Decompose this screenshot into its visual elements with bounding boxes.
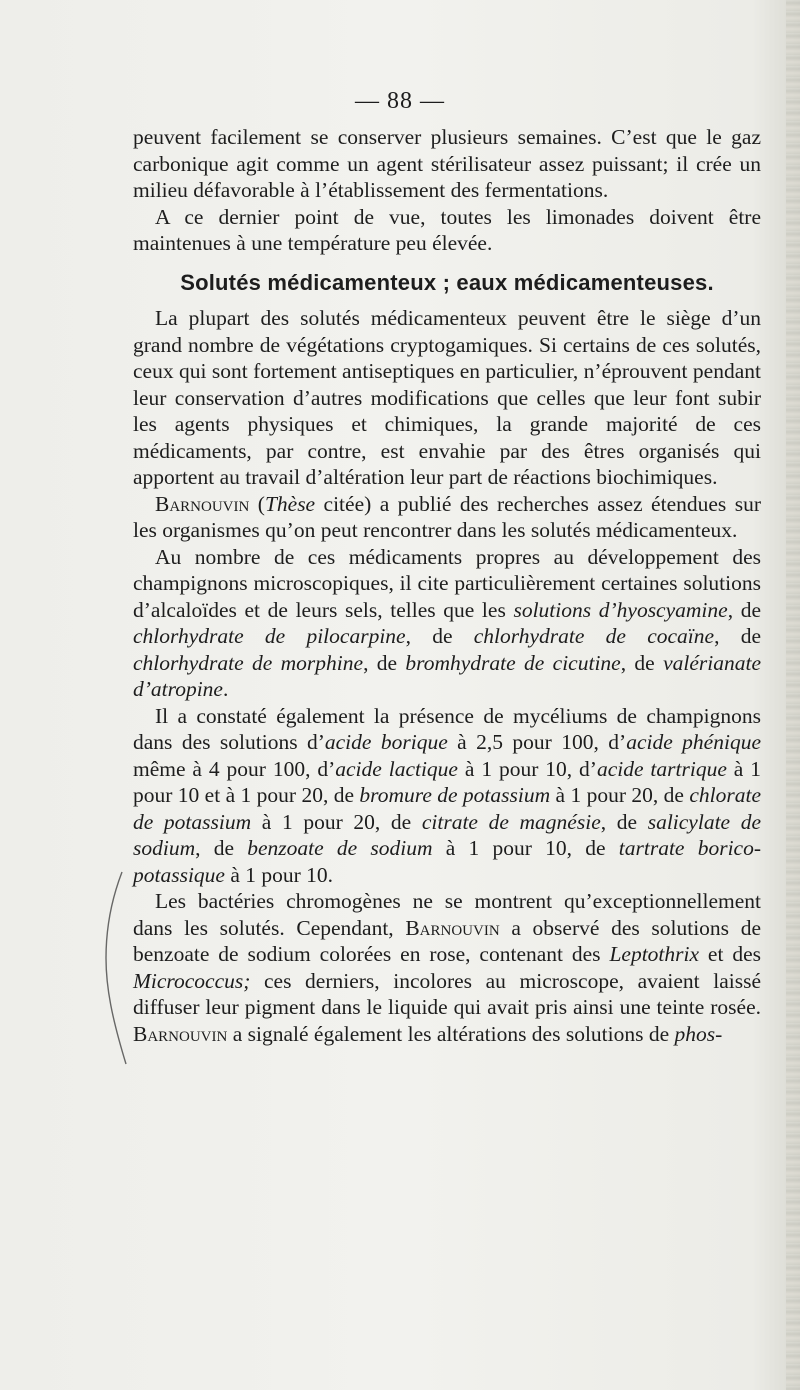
italic-term: salicylate de sodium	[133, 809, 762, 860]
text-run: , de	[620, 650, 664, 675]
margin-pencil-mark	[100, 868, 140, 1068]
text-run: à 1 pour 20, de	[251, 809, 422, 834]
italic-term: chlorhydrate de cocaïne	[473, 624, 715, 648]
text-run: , de	[195, 836, 248, 860]
text-run: à 1 pour 20, de	[550, 783, 690, 807]
italic-term: Micrococcus;	[133, 968, 251, 993]
author-name: Barnouvin	[133, 1021, 228, 1046]
text-run: à 2,5 pour 100, d’	[447, 730, 627, 754]
paragraph-solutes: La plupart des solutés médicamenteux peuvent être le siège d’un grand nombre de végétations cryptogamiques. Si certains de ces solutés, ceux qui sont fortement antiseptiques en particulier, n’éprouvent pendant leur conservation d’autres modifications que celles que leur font subir les agents physiques et chimiques, la grande majorité de ces médicaments, par contre, est envahie par des êtres organisés qui apportent au travail d’altération leur part de réactions biochimiques.	[133, 306, 761, 489]
text-run: Les bactéries chromogènes ne se montrent qu’exceptionnellement dans les solutés. Cependant,	[133, 889, 761, 940]
text-run: , de	[600, 809, 648, 834]
italic-term: chlorate de potassium	[133, 783, 761, 834]
italic-term: acide lactique	[335, 756, 458, 781]
text-run: , de	[363, 650, 406, 675]
page-edge	[786, 0, 800, 1390]
italic-term: tartrate borico-potassique	[133, 836, 761, 887]
italic-term: acide borique	[324, 730, 448, 754]
italic-term: chlorhydrate de morphine	[133, 650, 364, 675]
text-run: et des	[699, 942, 761, 966]
text-run: a observé des solutions de benzoate de sodium colorées en rose, contenant des	[133, 915, 761, 966]
paragraph-barnouvin	[133, 491, 761, 544]
paragraph-medicaments	[133, 544, 761, 703]
italic-term: phos-	[674, 1021, 723, 1046]
text-run: même à 4 pour 100, d’	[133, 756, 336, 781]
italic-term: bromure de potassium	[359, 783, 551, 807]
text-run: à 1 pour 10 et à 1 pour 20, de	[133, 756, 761, 807]
paragraph-limonades: A ce dernier point de vue, toutes les limonades doivent être maintenues à une température peu élevée.	[133, 204, 761, 255]
text-run: , de	[727, 597, 761, 622]
paragraph-mycelium	[133, 703, 761, 889]
italic-term: acide tartrique	[596, 756, 727, 781]
italic-term: bromhydrate de cicutine	[405, 650, 621, 675]
italic-term: chlorhydrate de pilocarpine	[133, 624, 406, 648]
italic-term: solutions d’hyoscyamine	[513, 597, 728, 622]
italic-term: benzoate de sodium	[247, 836, 433, 860]
work-title: Thèse	[264, 491, 316, 516]
paragraph-bacteries	[133, 888, 761, 1047]
section-heading: Solutés médicamenteux ; eaux médicamenteuses.	[180, 269, 714, 295]
author-name: Barnouvin	[155, 491, 250, 516]
text-run: .	[222, 677, 229, 701]
text-run: à 1 pour 10, de	[432, 836, 619, 860]
italic-term: valérianate d’atropine	[133, 650, 761, 701]
text-run: , de	[405, 624, 474, 648]
text-run: Il a constaté également la présence de mycéliums de champignons dans des solutions d’	[133, 703, 761, 754]
italic-term: acide phénique	[626, 730, 761, 754]
text-run: (	[249, 491, 265, 516]
text-run: à 1 pour 10, d’	[457, 756, 597, 781]
body-text	[133, 124, 761, 1047]
author-name: Barnouvin	[405, 915, 500, 940]
text-run: Au nombre de ces médicaments propres au développement des champignons microscopiques, il cite particulièrement certaines solutions d’alcaloïdes et de leurs sels, telles que les	[133, 544, 761, 622]
italic-term: citrate de magnésie	[421, 809, 601, 834]
paragraph-continuation: peuvent facilement se conserver plusieurs semaines. C’est que le gaz carbonique agit comme un agent stérilisateur assez puissant; il crée un milieu défavorable à l’établissement des fermentations.	[133, 125, 761, 202]
text-run: ces derniers, incolores au microscope, avaient laissé diffuser leur pigment dans le liquide qui avait pris ainsi une teinte rosée.	[133, 968, 761, 1019]
text-run: citée) a publié des recherches assez étendues sur les organismes qu’on peut rencontrer dans les solutés médicamenteux.	[133, 491, 761, 542]
text-run: , de	[714, 624, 761, 648]
text-run: a signalé également les altérations des solutions de	[227, 1021, 675, 1046]
italic-term: Leptothrix	[609, 942, 700, 966]
text-run: à 1 pour 10.	[224, 862, 334, 887]
page-number: — 88 —	[355, 88, 445, 114]
